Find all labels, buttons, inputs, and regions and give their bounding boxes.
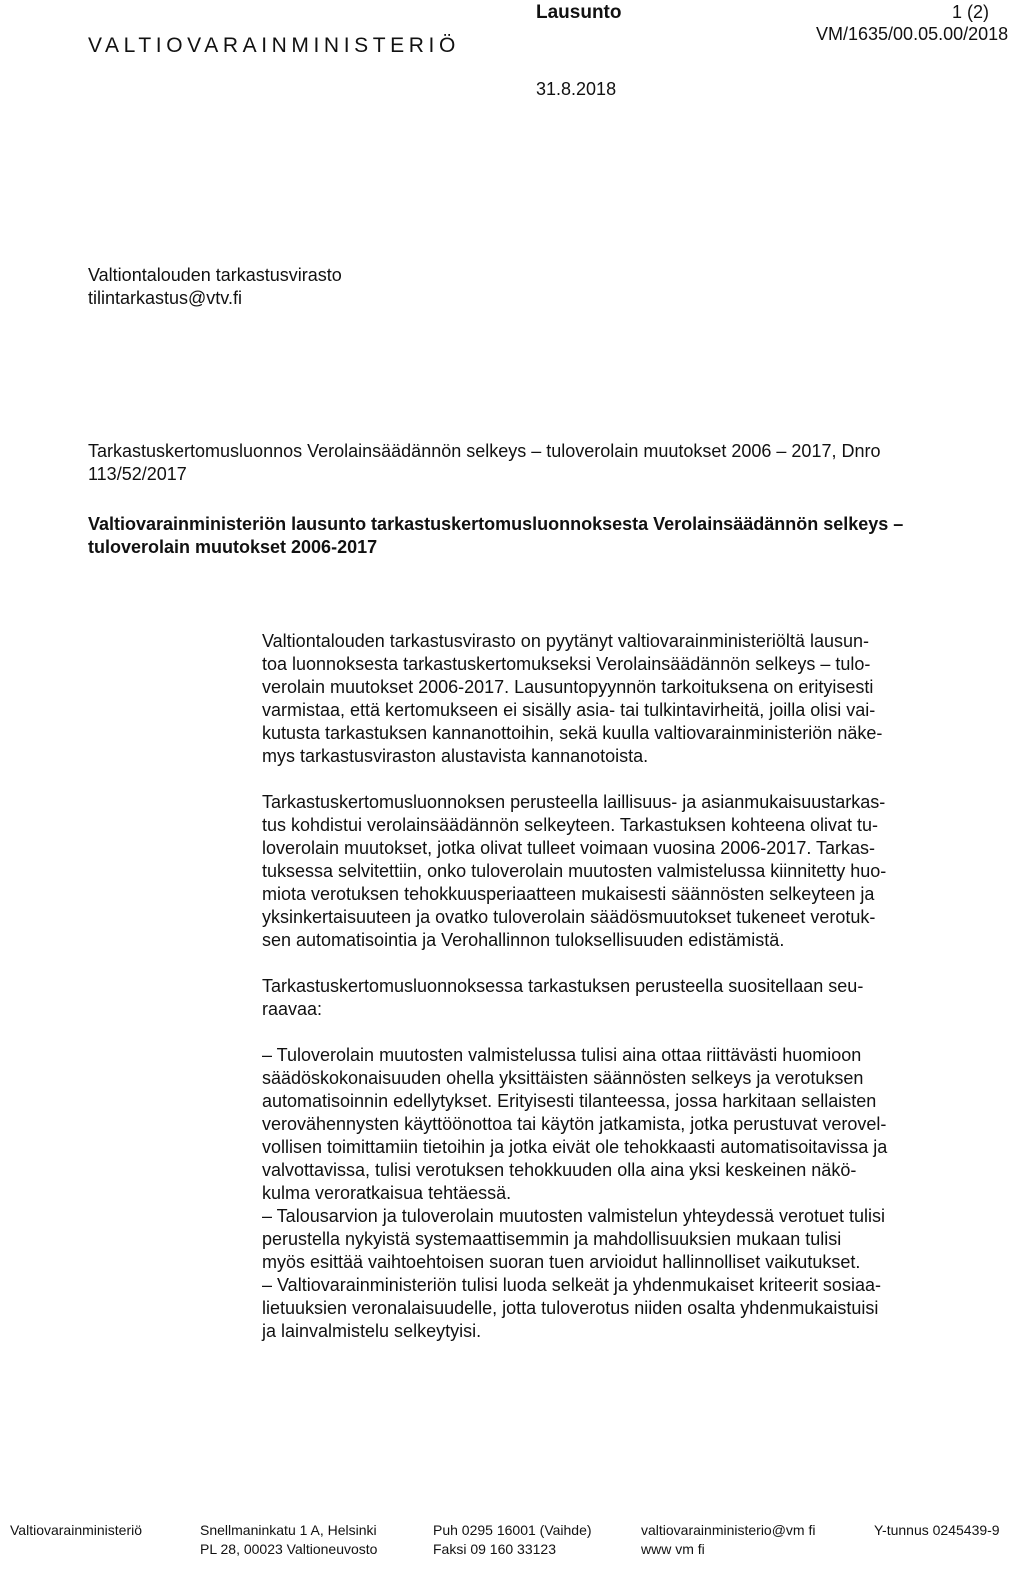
paragraph-recommendations-intro <box>262 975 986 1021</box>
list-item: säädöskokonaisuuden ohella yksittäisten säännösten selkeys ja verotuksen <box>262 1068 864 1088</box>
footer-business-id: Y-tunnus 0245439-9 <box>874 1522 1000 1538</box>
footer-email: valtiovarainministerio@vm fi <box>641 1522 816 1538</box>
document-heading <box>88 513 988 559</box>
list-item: – Tuloverolain muutosten valmistelussa tulisi aina ottaa riittävästi huomioon <box>262 1045 862 1065</box>
list-item: automatisoinnin edellytykset. Erityisesti tilanteessa, jossa harkitaan sellaisten <box>262 1091 877 1111</box>
subject-line: 113/52/2017 <box>88 464 187 484</box>
footer-phone <box>433 1521 592 1559</box>
footer-org: Valtiovarainministeriö <box>10 1522 143 1538</box>
list-item: perustella nykyistä systemaattisemmin ja mahdollisuuksien mukaan tulisi <box>262 1229 842 1249</box>
subject-block <box>88 440 968 486</box>
text-line: tuksessa selvitettiin, onko tuloverolain muutosten valmistelussa kiinnitetty huo- <box>262 861 887 881</box>
recipient-name: Valtiontalouden tarkastusvirasto <box>88 265 342 285</box>
recipient-block <box>88 264 342 310</box>
list-item: – Talousarvion ja tuloverolain muutosten valmistelun yhteydessä verotuet tulisi <box>262 1206 886 1226</box>
list-item: valvottavissa, tulisi verotuksen tehokkuuden olla aina yksi keskeinen näkö- <box>262 1160 857 1180</box>
page-number: 1 (2) <box>952 2 990 22</box>
text-line: mys tarkastusviraston alustavista kannanotoista. <box>262 746 649 766</box>
subject-line: Tarkastuskertomusluonnos Verolainsäädännön selkeys – tuloverolain muutokset 2006 – 2017, Dnro <box>88 441 881 461</box>
footer-web: www vm fi <box>641 1541 705 1557</box>
list-item: vollisen toimittamiin tietoihin ja jotka eivät ole tehokkaasti automatisoitavissa ja <box>262 1137 888 1157</box>
paragraph-scope <box>262 791 986 952</box>
text-line: Tarkastuskertomusluonnoksessa tarkastuksen perusteella suositellaan seu- <box>262 976 864 996</box>
list-item: ja lainvalmistelu selkeytyisi. <box>262 1321 482 1341</box>
footer-address-line: Snellmaninkatu 1 A, Helsinki <box>200 1522 377 1538</box>
text-line: verolain muutokset 2006-2017. Lausuntopyynnön tarkoituksena on erityisesti <box>262 677 874 697</box>
footer-address <box>200 1521 377 1559</box>
footer-address-line: PL 28, 00023 Valtioneuvosto <box>200 1541 378 1557</box>
text-line: Tarkastuskertomusluonnoksen perusteella laillisuus- ja asianmukaisuustarkas- <box>262 792 886 812</box>
document-type: Lausunto <box>536 2 622 23</box>
recipient-email: tilintarkastus@vtv.fi <box>88 288 242 308</box>
text-line: sen automatisointia ja Verohallinnon tuloksellisuuden edistämistä. <box>262 930 785 950</box>
list-item: kulma veroratkaisua tehtäessä. <box>262 1183 512 1203</box>
text-line: raavaa: <box>262 999 323 1019</box>
heading-line: Valtiovarainministeriön lausunto tarkastuskertomusluonnoksesta Verolainsäädännön selkeys – <box>88 514 904 534</box>
footer-phone-line: Puh 0295 16001 (Vaihde) <box>433 1522 592 1538</box>
list-item: lietuuksien veronalaisuudelle, jotta tuloverotus niiden osalta yhdenmukaistuisi <box>262 1298 879 1318</box>
footer-contact <box>641 1521 815 1559</box>
list-item: myös esittää vaihtoehtoisen suoran tuen arvioidut hallinnolliset vaikutukset. <box>262 1252 861 1272</box>
text-line: Valtiontalouden tarkastusvirasto on pyytänyt valtiovarainministeriöltä lausun- <box>262 631 869 651</box>
document-date: 31.8.2018 <box>536 79 617 99</box>
list-item: verovähennysten käyttöönottoa tai käytön jatkamista, jotka perustuvat verovel- <box>262 1114 887 1134</box>
body-text <box>262 630 986 1343</box>
text-line: varmistaa, että kertomukseen ei sisälly asia- tai tulkintavirheitä, joilla olisi vai- <box>262 700 876 720</box>
list-item: – Valtiovarainministeriön tulisi luoda selkeät ja yhdenmukaiset kriteerit sosiaa- <box>262 1275 881 1295</box>
paragraph-intro <box>262 630 986 768</box>
text-line: tus kohdistui verolainsäädännön selkeyteen. Tarkastuksen kohteena olivat tu- <box>262 815 879 835</box>
heading-line: tuloverolain muutokset 2006-2017 <box>88 537 378 557</box>
reference-number: VM/1635/00.05.00/2018 <box>816 24 1009 44</box>
text-line: kutusta tarkastuksen kannanottoihin, sekä kuulla valtiovarainministeriön näke- <box>262 723 883 743</box>
organization-logo-text: VALTIOVARAINMINISTERIÖ <box>88 34 460 57</box>
text-line: loverolain muutokset, jotka olivat tulleet voimaan vuosina 2006-2017. Tarkas- <box>262 838 876 858</box>
text-line: toa luonnoksesta tarkastuskertomukseksi Verolainsäädännön selkeys – tulo- <box>262 654 871 674</box>
footer-fax-line: Faksi 09 160 33123 <box>433 1541 556 1557</box>
text-line: miota verotuksen tehokkuusperiaatteen mukaisesti säännösten selkeyteen ja <box>262 884 875 904</box>
recommendations-list <box>262 1044 986 1343</box>
text-line: yksinkertaisuuteen ja ovatko tuloverolain säädösmuutokset tukeneet verotuk- <box>262 907 876 927</box>
